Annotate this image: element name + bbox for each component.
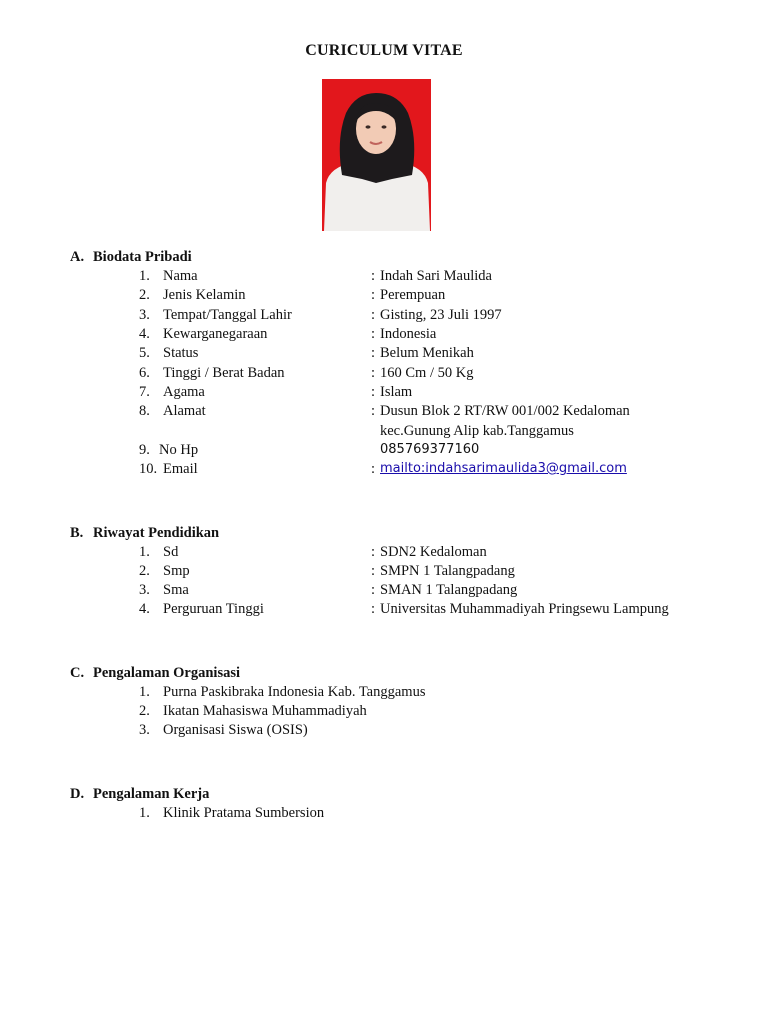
row-label: Organisasi Siswa (OSIS) <box>163 722 308 738</box>
row-label: No Hp <box>159 442 199 458</box>
row-number: 3. <box>139 722 150 738</box>
row-label: Perguruan Tinggi <box>163 601 264 617</box>
document-title: CURICULUM VITAE <box>305 42 463 59</box>
row-colon: : <box>371 384 376 400</box>
row-value: 160 Cm / 50 Kg <box>380 365 474 381</box>
row-label: Tinggi / Berat Badan <box>163 365 285 381</box>
row-number: 5. <box>139 345 150 361</box>
row-label: Agama <box>163 384 205 400</box>
row-number: 10. <box>139 461 158 477</box>
section-a-letter: A. <box>70 249 85 265</box>
row-value: Islam <box>380 384 413 400</box>
row-value: Indonesia <box>380 326 437 342</box>
row-number: 4. <box>139 326 150 342</box>
row-colon: : <box>371 563 376 579</box>
row-label: Status <box>163 345 199 361</box>
row-colon: : <box>371 365 376 381</box>
row-number: 1. <box>139 268 150 284</box>
row-label: Kewarganegaraan <box>163 326 268 342</box>
section-a-title: Biodata Pribadi <box>93 249 192 265</box>
row-number: 8. <box>139 403 150 419</box>
section-a-heading <box>70 249 192 266</box>
row-colon: : <box>371 544 376 560</box>
row-label: Klinik Pratama Sumbersion <box>163 805 325 821</box>
section-d-heading <box>70 786 209 803</box>
row-colon: : <box>371 287 376 303</box>
row-number: 3. <box>139 582 150 598</box>
section-d-letter: D. <box>70 786 85 802</box>
row-colon: : <box>371 345 376 361</box>
row-number: 7. <box>139 384 150 400</box>
row-colon: : <box>371 307 376 323</box>
row-value: Perempuan <box>380 287 446 303</box>
row-colon: : <box>371 268 376 284</box>
row-label: Sd <box>163 544 179 560</box>
row-number: 9. <box>139 442 150 458</box>
row-label: Purna Paskibraka Indonesia Kab. Tanggamus <box>163 684 426 700</box>
row-label: Sma <box>163 582 189 598</box>
section-b-title: Riwayat Pendidikan <box>93 525 220 541</box>
row-number: 1. <box>139 544 150 560</box>
row-value: Dusun Blok 2 RT/RW 001/002 Kedaloman <box>380 403 630 419</box>
row-colon: : <box>371 403 376 419</box>
row-label: Email <box>163 461 198 477</box>
section-c-title: Pengalaman Organisasi <box>93 665 241 681</box>
row-value: SMPN 1 Talangpadang <box>380 563 515 579</box>
row-colon: : <box>371 326 376 342</box>
row-number: 2. <box>139 287 150 303</box>
row-number: 3. <box>139 307 150 323</box>
row-value: Gisting, 23 Juli 1997 <box>380 307 502 323</box>
email-link[interactable]: mailto:indahsarimaulida3@gmail.com <box>380 461 627 476</box>
row-number: 4. <box>139 601 150 617</box>
section-c-letter: C. <box>70 665 85 681</box>
row-label: Jenis Kelamin <box>163 287 246 303</box>
row-colon: : <box>371 601 376 617</box>
row-label: Ikatan Mahasiswa Muhammadiyah <box>163 703 367 719</box>
row-colon: : <box>371 461 376 477</box>
row-colon: : <box>371 582 376 598</box>
row-number: 2. <box>139 563 150 579</box>
row-label: Alamat <box>163 403 206 419</box>
section-b-letter: B. <box>70 525 84 541</box>
row-value: SDN2 Kedaloman <box>380 544 487 560</box>
portrait-photo-icon <box>322 79 431 231</box>
row-value: Universitas Muhammadiyah Pringsewu Lampung <box>380 601 669 617</box>
phone-value: 085769377160 <box>380 442 480 457</box>
row-number: 1. <box>139 684 150 700</box>
row-label: Smp <box>163 563 190 579</box>
row-value: Indah Sari Maulida <box>380 268 492 284</box>
row-value: kec.Gunung Alip kab.Tanggamus <box>380 423 574 439</box>
row-number: 1. <box>139 805 150 821</box>
row-number: 6. <box>139 365 150 381</box>
row-value: SMAN 1 Talangpadang <box>380 582 518 598</box>
row-value: Belum Menikah <box>380 345 474 361</box>
section-b-heading <box>70 525 219 542</box>
row-number: 2. <box>139 703 150 719</box>
row-label: Nama <box>163 268 198 284</box>
section-c-heading <box>70 665 240 682</box>
portrait-photo <box>322 79 431 231</box>
row-label: Tempat/Tanggal Lahir <box>163 307 292 323</box>
section-d-title: Pengalaman Kerja <box>93 786 210 802</box>
